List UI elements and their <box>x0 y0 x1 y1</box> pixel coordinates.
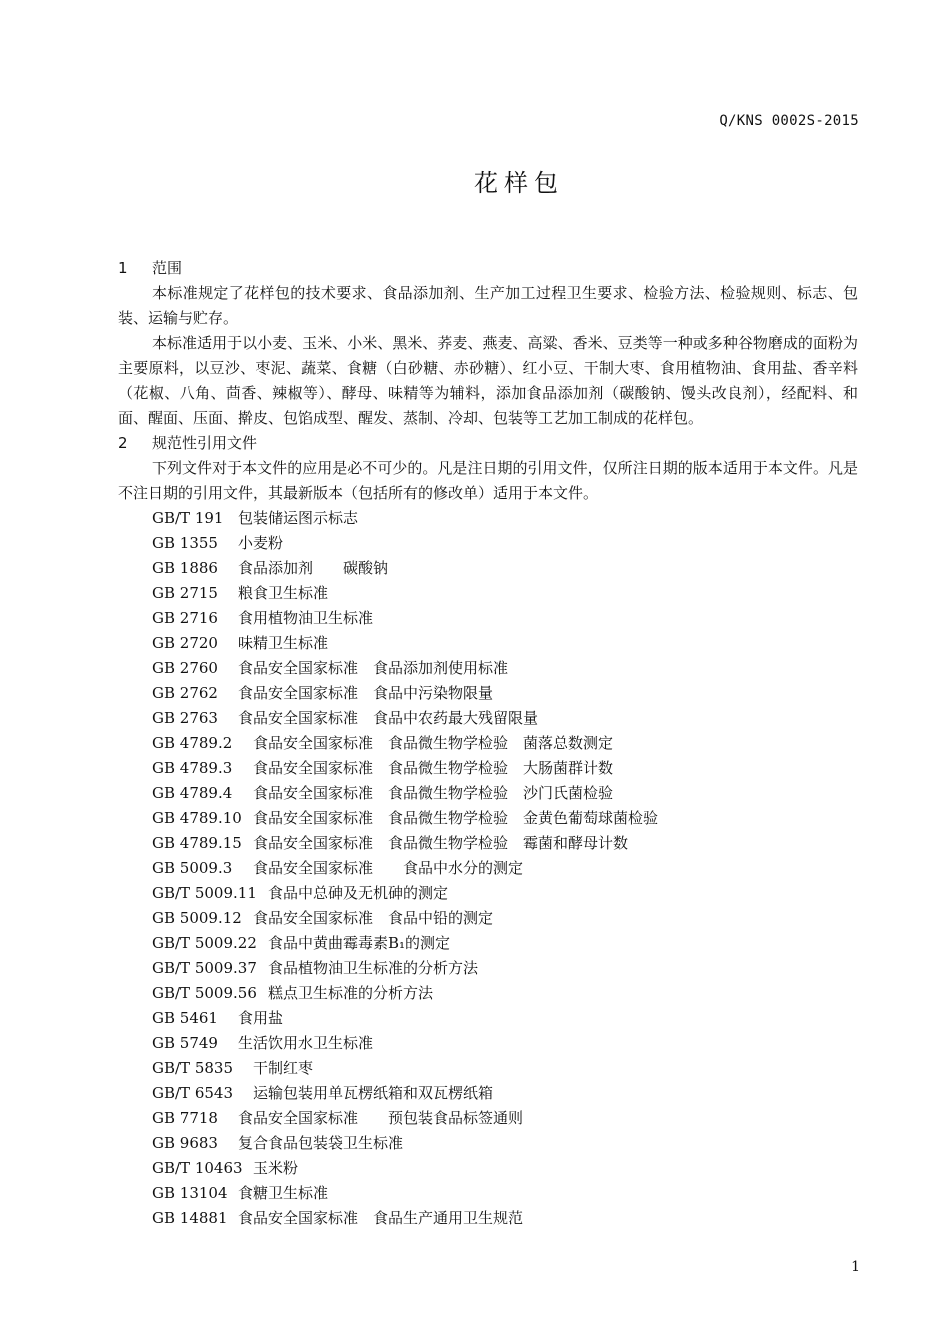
reference-title: 食品中黄曲霉毒素B₁的测定 <box>238 934 451 952</box>
reference-code: GB 13104 <box>152 1184 228 1202</box>
reference-item <box>118 831 858 856</box>
reference-code: GB 5009.12 <box>152 909 242 927</box>
paragraph: 本标准适用于以小麦、玉米、小米、黑米、荞麦、燕麦、高粱、香米、豆类等一种或多种谷物磨成的面粉为主要原料，以豆沙、枣泥、蔬菜、食糖（白砂糖、赤砂糖）、红小豆、干制大枣、食用植物油、食用盐、香辛料（花椒、八角、茴香、辣椒等）、酵母、味精等为辅料，添加食品添加剂（碳酸钠、馒头改良剂），经配料、和面、醒面、压面、擀皮、包馅成型、醒发、蒸制、冷却、包装等工艺加工制成的花样包。 <box>118 334 858 427</box>
reference-item <box>118 556 858 581</box>
reference-code: GB 4789.15 <box>152 834 242 852</box>
reference-title: 食品安全国家标准 食品微生物学检验 菌落总数测定 <box>238 734 614 752</box>
reference-item <box>118 531 858 556</box>
reference-code: GB 5749 <box>152 1034 218 1052</box>
reference-title: 食品安全国家标准 食品微生物学检验 霉菌和酵母计数 <box>238 834 629 852</box>
reference-code: GB 7718 <box>152 1109 218 1127</box>
section-number: 1 <box>118 259 128 277</box>
standard-code: Q/KNS 0002S-2015 <box>719 113 859 129</box>
reference-code: GB 4789.3 <box>152 759 233 777</box>
reference-item <box>118 906 858 931</box>
document-body <box>118 256 858 1231</box>
section-title: 范围 <box>152 259 183 277</box>
section-number: 2 <box>118 434 128 452</box>
reference-title: 食用盐 <box>238 1009 284 1027</box>
reference-code: GB 1355 <box>152 534 218 552</box>
reference-title: 食品安全国家标准 食品中污染物限量 <box>238 684 494 702</box>
reference-code: GB/T 10463 <box>152 1159 243 1177</box>
reference-item <box>118 1006 858 1031</box>
page-number: 1 <box>851 1259 860 1275</box>
reference-title: 食品安全国家标准 食品中水分的测定 <box>238 859 524 877</box>
reference-title: 食品添加剂 碳酸钠 <box>238 559 389 577</box>
section-title: 规范性引用文件 <box>152 434 258 452</box>
reference-code: GB 2715 <box>152 584 218 602</box>
reference-title: 糕点卫生标准的分析方法 <box>238 984 434 1002</box>
reference-code: GB/T 6543 <box>152 1084 234 1102</box>
reference-title: 食品安全国家标准 食品微生物学检验 大肠菌群计数 <box>238 759 614 777</box>
reference-title: 食品安全国家标准 食品中农药最大残留限量 <box>238 709 539 727</box>
reference-code: GB 14881 <box>152 1209 228 1227</box>
reference-item <box>118 731 858 756</box>
reference-title: 生活饮用水卫生标准 <box>238 1034 374 1052</box>
reference-code: GB 4789.4 <box>152 784 233 802</box>
reference-code: GB 1886 <box>152 559 218 577</box>
reference-item <box>118 1106 858 1131</box>
reference-title: 食品安全国家标准 食品添加剂使用标准 <box>238 659 509 677</box>
reference-item <box>118 506 858 531</box>
reference-item <box>118 756 858 781</box>
reference-item <box>118 1056 858 1081</box>
reference-title: 包装储运图示标志 <box>238 509 359 527</box>
reference-item <box>118 681 858 706</box>
reference-item <box>118 606 858 631</box>
section-heading-references <box>118 431 858 456</box>
reference-code: GB 2762 <box>152 684 218 702</box>
reference-title: 复合食品包装袋卫生标准 <box>238 1134 404 1152</box>
reference-code: GB/T 5009.11 <box>152 884 257 902</box>
reference-code: GB 2716 <box>152 609 218 627</box>
reference-title: 玉米粉 <box>238 1159 299 1177</box>
reference-item <box>118 956 858 981</box>
reference-item <box>118 1131 858 1156</box>
reference-item <box>118 656 858 681</box>
paragraph: 下列文件对于本文件的应用是必不可少的。凡是注日期的引用文件，仅所注日期的版本适用于本文件。凡是不注日期的引用文件，其最新版本（包括所有的修改单）适用于本文件。 <box>118 459 858 502</box>
reference-code: GB/T 191 <box>152 509 224 527</box>
reference-title: 食品安全国家标准 预包装食品标签通则 <box>238 1109 524 1127</box>
reference-item <box>118 631 858 656</box>
reference-item <box>118 806 858 831</box>
reference-code: GB/T 5009.37 <box>152 959 257 977</box>
reference-title: 食糖卫生标准 <box>238 1184 329 1202</box>
reference-code: GB 5009.3 <box>152 859 233 877</box>
reference-title: 运输包装用单瓦楞纸箱和双瓦楞纸箱 <box>238 1084 494 1102</box>
reference-title: 味精卫生标准 <box>238 634 329 652</box>
reference-code: GB 9683 <box>152 1134 218 1152</box>
reference-title: 小麦粉 <box>238 534 284 552</box>
reference-item <box>118 881 858 906</box>
reference-code: GB/T 5835 <box>152 1059 234 1077</box>
reference-code: GB 4789.2 <box>152 734 233 752</box>
reference-title: 食用植物油卫生标准 <box>238 609 374 627</box>
reference-item <box>118 1031 858 1056</box>
paragraph: 本标准规定了花样包的技术要求、食品添加剂、生产加工过程卫生要求、检验方法、检验规则、标志、包装、运输与贮存。 <box>118 284 858 327</box>
reference-list <box>118 506 858 1231</box>
reference-item <box>118 1181 858 1206</box>
reference-title: 食品安全国家标准 食品生产通用卫生规范 <box>238 1209 524 1227</box>
reference-title: 粮食卫生标准 <box>238 584 329 602</box>
reference-item <box>118 1156 858 1181</box>
reference-item <box>118 781 858 806</box>
reference-title: 食品安全国家标准 食品微生物学检验 金黄色葡萄球菌检验 <box>238 809 659 827</box>
reference-code: GB 4789.10 <box>152 809 242 827</box>
reference-code: GB 2760 <box>152 659 218 677</box>
reference-code: GB 5461 <box>152 1009 218 1027</box>
section-heading-scope <box>118 256 858 281</box>
reference-code: GB/T 5009.56 <box>152 984 257 1002</box>
reference-title: 食品安全国家标准 食品微生物学检验 沙门氏菌检验 <box>238 784 614 802</box>
reference-item <box>118 1081 858 1106</box>
reference-item <box>118 856 858 881</box>
reference-code: GB/T 5009.22 <box>152 934 257 952</box>
reference-item <box>118 706 858 731</box>
reference-item <box>118 581 858 606</box>
reference-title: 食品植物油卫生标准的分析方法 <box>238 959 479 977</box>
reference-item <box>118 931 858 956</box>
reference-title: 干制红枣 <box>238 1059 314 1077</box>
reference-item <box>118 981 858 1006</box>
reference-title: 食品中总砷及无机砷的测定 <box>238 884 449 902</box>
reference-code: GB 2763 <box>152 709 218 727</box>
reference-title: 食品安全国家标准 食品中铅的测定 <box>238 909 494 927</box>
reference-item <box>118 1206 858 1231</box>
document-title: 花样包 <box>474 169 564 197</box>
reference-code: GB 2720 <box>152 634 218 652</box>
